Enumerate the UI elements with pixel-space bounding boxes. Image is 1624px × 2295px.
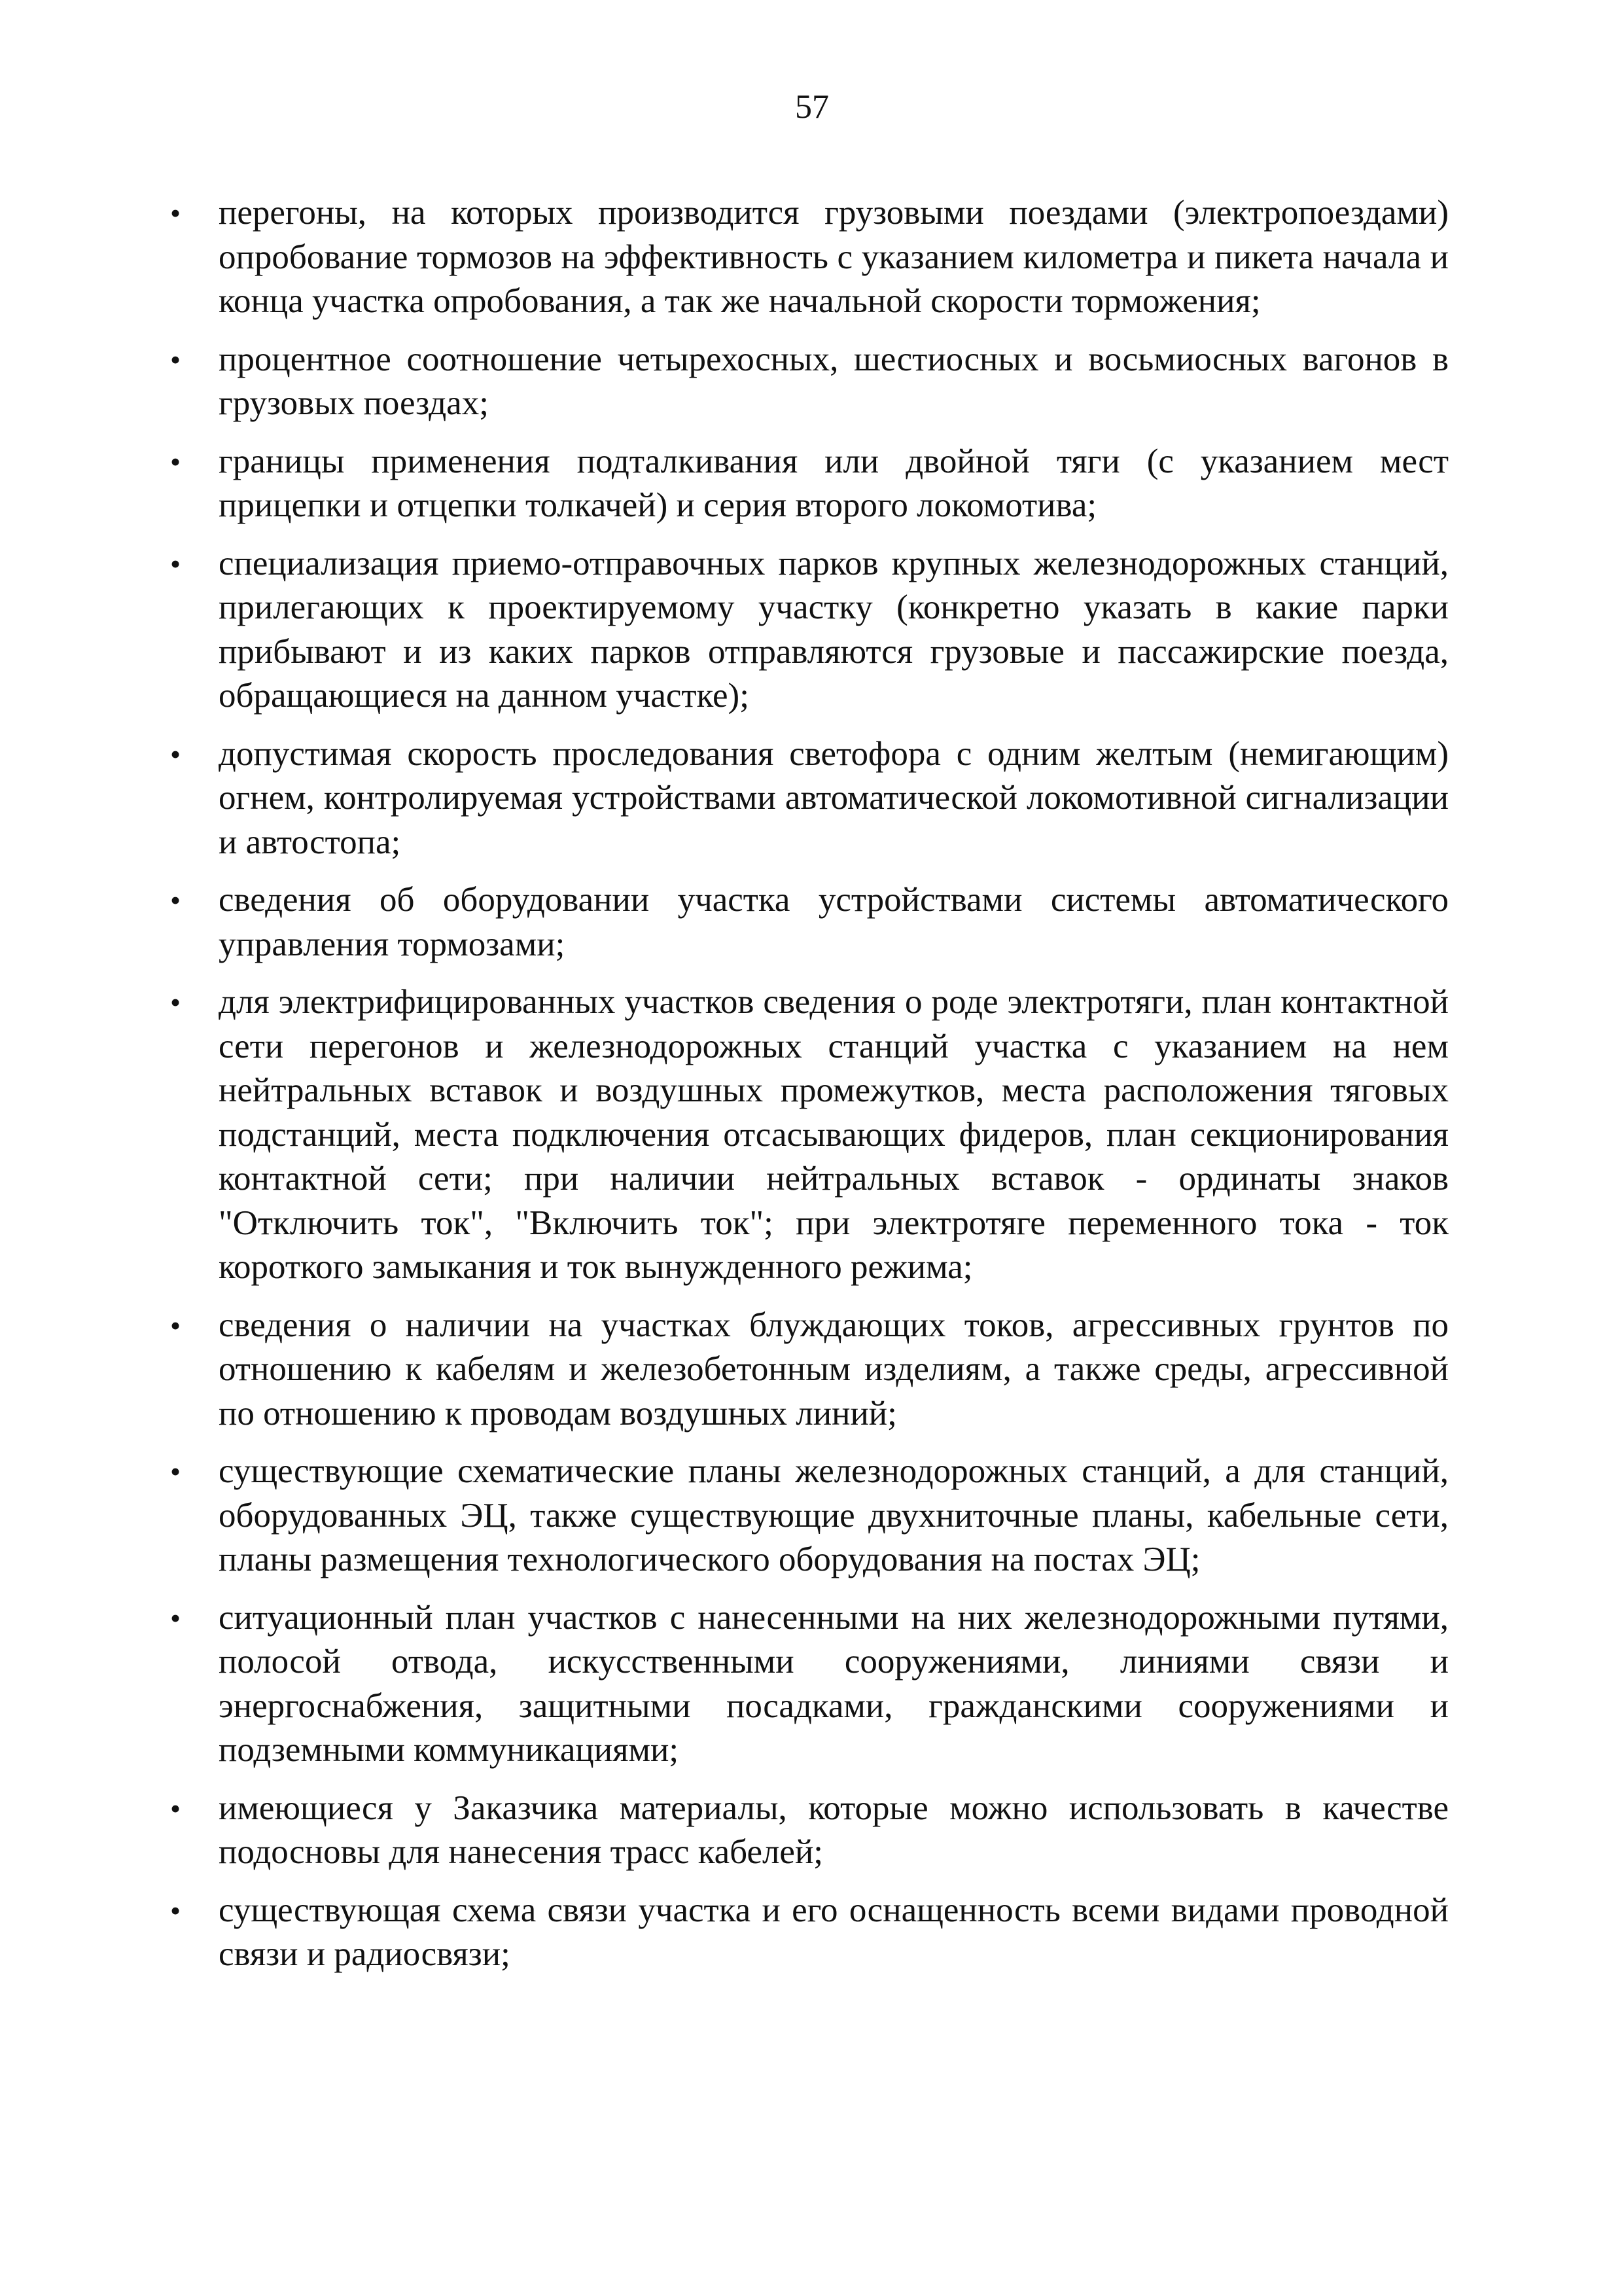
bullet-icon: • — [170, 737, 181, 771]
list-item-text: существующие схематические планы железнодорожных станций, а для станций, оборудованных ЭЦ, также существующие двухниточные планы, кабельные сети, планы размещения технологического оборудования на постах ЭЦ; — [219, 1452, 1449, 1578]
requirements-list — [170, 191, 1449, 1991]
list-item — [170, 191, 1449, 324]
bullet-icon: • — [170, 1601, 181, 1635]
list-item — [170, 732, 1449, 865]
list-item-text: процентное соотношение четырехосных, шестиосных и восьмиосных вагонов в грузовых поездах; — [219, 340, 1449, 422]
list-item-text: имеющиеся у Заказчика материалы, которые можно использовать в качестве подосновы для нанесения трасс кабелей; — [219, 1788, 1449, 1871]
list-item-text: сведения об оборудовании участка устройствами системы автоматического управления тормозами; — [219, 881, 1449, 963]
list-item — [170, 980, 1449, 1290]
bullet-icon: • — [170, 1308, 181, 1342]
page-number: 57 — [795, 88, 829, 126]
list-item — [170, 1787, 1449, 1875]
bullet-icon: • — [170, 883, 181, 917]
list-item — [170, 1304, 1449, 1436]
list-item — [170, 440, 1449, 528]
list-item — [170, 1450, 1449, 1582]
list-item — [170, 542, 1449, 719]
list-item-text: сведения о наличии на участках блуждающих токов, агрессивных грунтов по отношению к кабелям и железобетонным изделиям, а также среды, агрессивной по отношению к проводам воздушных линий; — [219, 1306, 1449, 1432]
list-item-text: ситуационный план участков с нанесенными на них железнодорожными путями, полосой отвода, искусственными сооружениями, линиями связи и энергоснабжения, защитными посадками, гражданскими сооружениями и подземными коммуникациями; — [219, 1598, 1449, 1769]
bullet-icon: • — [170, 986, 181, 1019]
list-item-text: границы применения подталкивания или двойной тяги (с указанием мест прицепки и отцепки толкачей) и серия второго локомотива; — [219, 442, 1449, 524]
bullet-icon: • — [170, 1893, 181, 1927]
list-item-text: для электрифицированных участков сведения о роде электротяги, план контактной сети перегонов и железнодорожных станций участка с указанием на нем нейтральных вставок и воздушных промежутков, места расположения тяговых подстанций, места подключения отсасывающих фидеров, план секционирования контактной сети; при наличии нейтральных вставок - ординаты знаков "Отключить ток", "Включить ток"; при электротяге переменного тока - ток короткого замыкания и ток вынужденного режима; — [219, 983, 1449, 1286]
list-item-text: допустимая скорость проследования светофора с одним желтым (немигающим) огнем, контролируемая устройствами автоматической локомотивной сигнализации и автостопа; — [219, 734, 1449, 861]
bullet-icon: • — [170, 342, 181, 376]
bullet-icon: • — [170, 546, 181, 580]
list-item — [170, 878, 1449, 967]
bullet-icon: • — [170, 444, 181, 478]
list-item-text: существующая схема связи участка и его оснащенность всеми видами проводной связи и радиосвязи; — [219, 1891, 1449, 1973]
list-item — [170, 1889, 1449, 1977]
list-item — [170, 1596, 1449, 1773]
bullet-icon: • — [170, 1791, 181, 1825]
bullet-icon: • — [170, 1455, 181, 1488]
list-item-text: перегоны, на которых производится грузовыми поездами (электропоездами) опробование тормозов на эффективность с указанием километра и пикета начала и конца участка опробования, а так же начальной скорости торможения; — [219, 194, 1449, 320]
list-item — [170, 338, 1449, 426]
list-item-text: специализация приемо-отправочных парков крупных железнодорожных станций, прилегающих к проектируемому участку (конкретно указать в какие парки прибывают и из каких парков отправляются грузовые и пассажирские поезда, обращающиеся на данном участке); — [219, 544, 1449, 715]
bullet-icon: • — [170, 196, 181, 230]
